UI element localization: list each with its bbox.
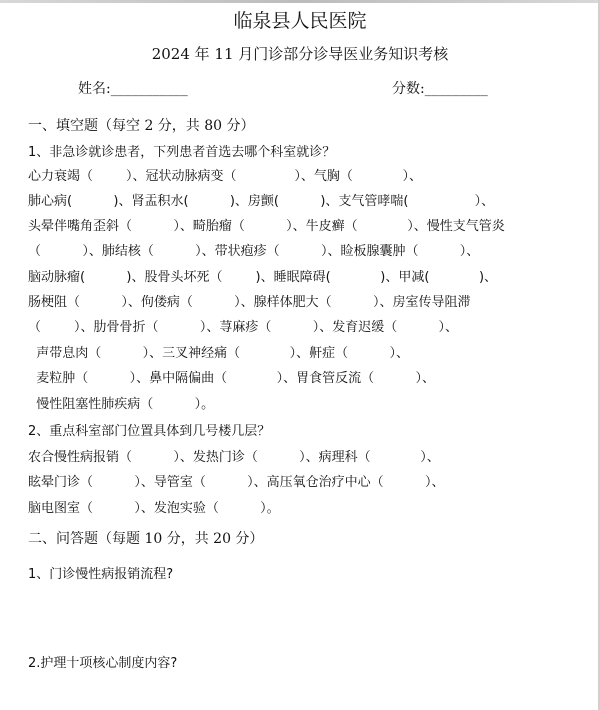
q1-line: （ ）、肋骨骨折（ ）、荨麻疹（ ）、发育迟缓（ ）、 xyxy=(28,320,459,335)
hospital-title: 临泉县人民医院 xyxy=(233,10,367,32)
q2-line: 脑电图室（ ）、发泡实验（ ）。 xyxy=(28,501,280,516)
top-edge xyxy=(0,0,600,3)
q1-line: （ ）、肺结核（ ）、带状疱疹（ ）、睑板腺囊肿（ ）、 xyxy=(28,244,480,259)
q1-line: 肺心病( )、肾盂积水( )、房颤( )、支气管哮喘( ）、 xyxy=(28,194,495,209)
q1-line: 麦粒肿（ ）、鼻中隔偏曲（ ）、胃食管反流（ ）、 xyxy=(28,371,435,386)
score-field[interactable]: 分数:_________ xyxy=(392,81,488,97)
q2-line: 眩晕门诊（ ）、导管室（ ）、高压氧仓治疗中心（ ）、 xyxy=(28,475,445,490)
q2-line: 农合慢性病报销（ ）、发热门诊（ ）、病理科（ ）、 xyxy=(28,450,440,465)
q1-line: 声带息肉（ ）、三叉神经痛（ ）、鼾症（ ）、 xyxy=(28,346,409,361)
q1-line: 头晕伴嘴角歪斜（ ）、畸胎瘤（ ）、牛皮癣（ ）、慢性支气管炎 xyxy=(28,219,505,234)
name-field[interactable]: 姓名:___________ xyxy=(78,81,188,97)
question-2-prompt: 2、重点科室部门位置具体到几号楼几层？ xyxy=(28,424,271,439)
q1-line: 脑动脉瘤( )、股骨头坏死（ )、睡眠障碍( )、甲减( )、 xyxy=(28,270,498,285)
q1-line: 肠梗阻（ ）、佝偻病（ ）、腺样体肥大（ ）、房室传导阻滞 xyxy=(28,295,471,310)
qa-question-1: 1、门诊慢性病报销流程? xyxy=(28,567,174,582)
q1-line: 慢性阻塞性肺疾病（ ）。 xyxy=(28,397,215,412)
section-qa-heading: 二、问答题（每题 10 分，共 20 分） xyxy=(28,531,264,547)
question-1-prompt: 1、非急诊就诊患者，下列患者首选去哪个科室就诊？ xyxy=(28,145,336,160)
exam-title: 2024 年 11 月门诊部分诊导医业务知识考核 xyxy=(151,45,449,63)
q1-line: 心力衰竭（ ）、冠状动脉病变（ ）、气胸（ ）、 xyxy=(28,169,422,184)
section-fill-blank-heading: 一、填空题（每空 2 分，共 80 分） xyxy=(28,118,255,134)
qa-question-2: 2.护理十项核心制度内容? xyxy=(28,656,178,671)
